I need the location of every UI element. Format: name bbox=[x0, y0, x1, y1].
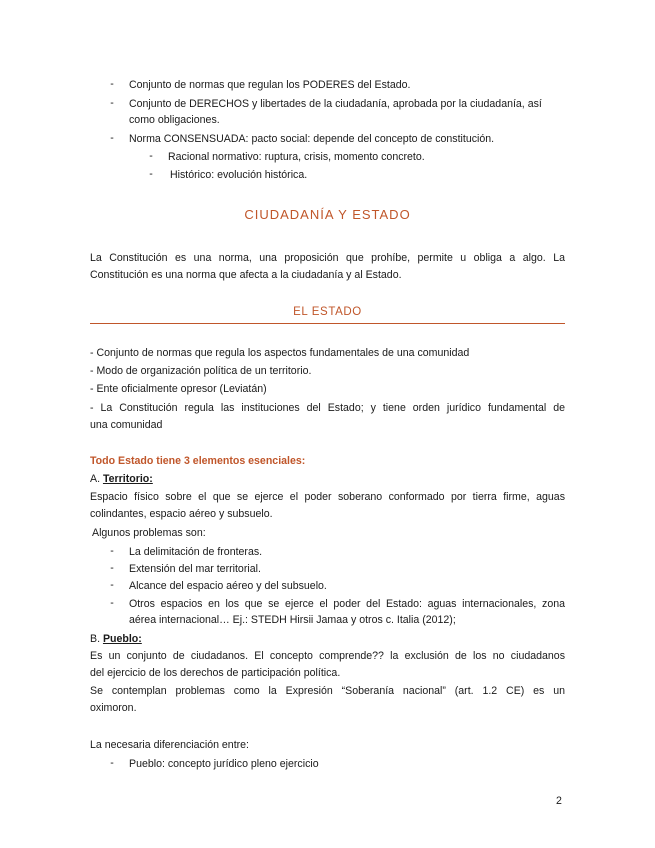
problem-item-continuation: aérea internacional… Ej.: STEDH Hirsii Jamaa y otros c. Italia (2012); bbox=[129, 614, 456, 626]
element-a-title bbox=[90, 472, 153, 486]
diff-item: Pueblo: concepto jurídico pleno ejercicio bbox=[129, 758, 319, 770]
estado-item: - Conjunto de normas que regula los aspectos fundamentales de una comunidad bbox=[90, 347, 470, 359]
elements-heading: Todo Estado tiene 3 elementos esenciales: bbox=[90, 455, 306, 467]
element-b-label: Pueblo: bbox=[102, 633, 142, 645]
list-item: Conjunto de DERECHOS y libertades de la ciudadanía, aprobada por la ciudadanía, así bbox=[129, 98, 542, 110]
element-b-title bbox=[90, 632, 142, 646]
list-dash: - bbox=[110, 78, 114, 90]
list-dash: - bbox=[110, 97, 114, 109]
section-heading-ciudadania: CIUDADANÍA Y ESTADO bbox=[244, 207, 411, 222]
estado-item: - Ente oficialmente opresor (Leviatán) bbox=[90, 383, 267, 395]
section-divider bbox=[90, 323, 565, 324]
paragraph-line: del ejercicio de los derechos de participación política. bbox=[90, 667, 341, 679]
sublist-item: Racional normativo: ruptura, crisis, momento concreto. bbox=[168, 151, 425, 163]
list-item: Norma CONSENSUADA: pacto social: depende del concepto de constitución. bbox=[129, 133, 495, 145]
section-heading-estado: EL ESTADO bbox=[293, 306, 362, 318]
list-item-continuation: como obligaciones. bbox=[129, 114, 220, 126]
list-dash: - bbox=[110, 757, 114, 769]
page-number: 2 bbox=[556, 795, 562, 807]
list-dash: - bbox=[110, 545, 114, 557]
paragraph-line: Se contemplan problemas como la Expresión “Soberanía nacional” (art. 1.2 CE) es un bbox=[90, 685, 565, 697]
paragraph-line: colindantes, espacio aéreo y subsuelo. bbox=[90, 508, 273, 520]
paragraph-line: Espacio físico sobre el que se ejerce el poder soberano conformado por tierra firme, aguas bbox=[90, 491, 565, 503]
list-dash: - bbox=[110, 562, 114, 574]
estado-item: - La Constitución regula las instituciones del Estado; y tiene orden jurídico fundamental de bbox=[90, 402, 565, 414]
list-item: Conjunto de normas que regulan los PODERES del Estado. bbox=[129, 79, 411, 91]
problem-item: Extensión del mar territorial. bbox=[129, 563, 261, 575]
element-a-label: Territorio: bbox=[102, 473, 153, 485]
sublist-item: Histórico: evolución histórica. bbox=[170, 169, 308, 181]
list-dash: - bbox=[110, 579, 114, 591]
list-dash: - bbox=[110, 132, 114, 144]
element-a-prefix: A. bbox=[90, 473, 103, 485]
paragraph-line: La Constitución es una norma, una proposición que prohíbe, permite u obliga a algo. La bbox=[90, 252, 565, 264]
sublist-dash: - bbox=[149, 150, 153, 162]
diff-intro: La necesaria diferenciación entre: bbox=[90, 739, 250, 751]
list-dash: - bbox=[110, 597, 114, 609]
problem-item: Alcance del espacio aéreo y del subsuelo. bbox=[129, 580, 327, 592]
estado-item-continuation: una comunidad bbox=[90, 419, 163, 431]
paragraph-line: Constitución es una norma que afecta a la ciudadanía y al Estado. bbox=[90, 269, 402, 281]
problem-item: La delimitación de fronteras. bbox=[129, 546, 263, 558]
sublist-dash: - bbox=[149, 168, 153, 180]
paragraph-line: oximoron. bbox=[90, 702, 137, 714]
paragraph-line: Es un conjunto de ciudadanos. El concepto comprende?? la exclusión de los no ciudadanos bbox=[90, 650, 565, 662]
problem-item: Otros espacios en los que se ejerce el poder del Estado: aguas internacionales, zona bbox=[129, 598, 565, 610]
problems-intro: Algunos problemas son: bbox=[92, 527, 206, 539]
element-b-prefix: B. bbox=[90, 633, 103, 645]
estado-item: - Modo de organización política de un territorio. bbox=[90, 365, 312, 377]
